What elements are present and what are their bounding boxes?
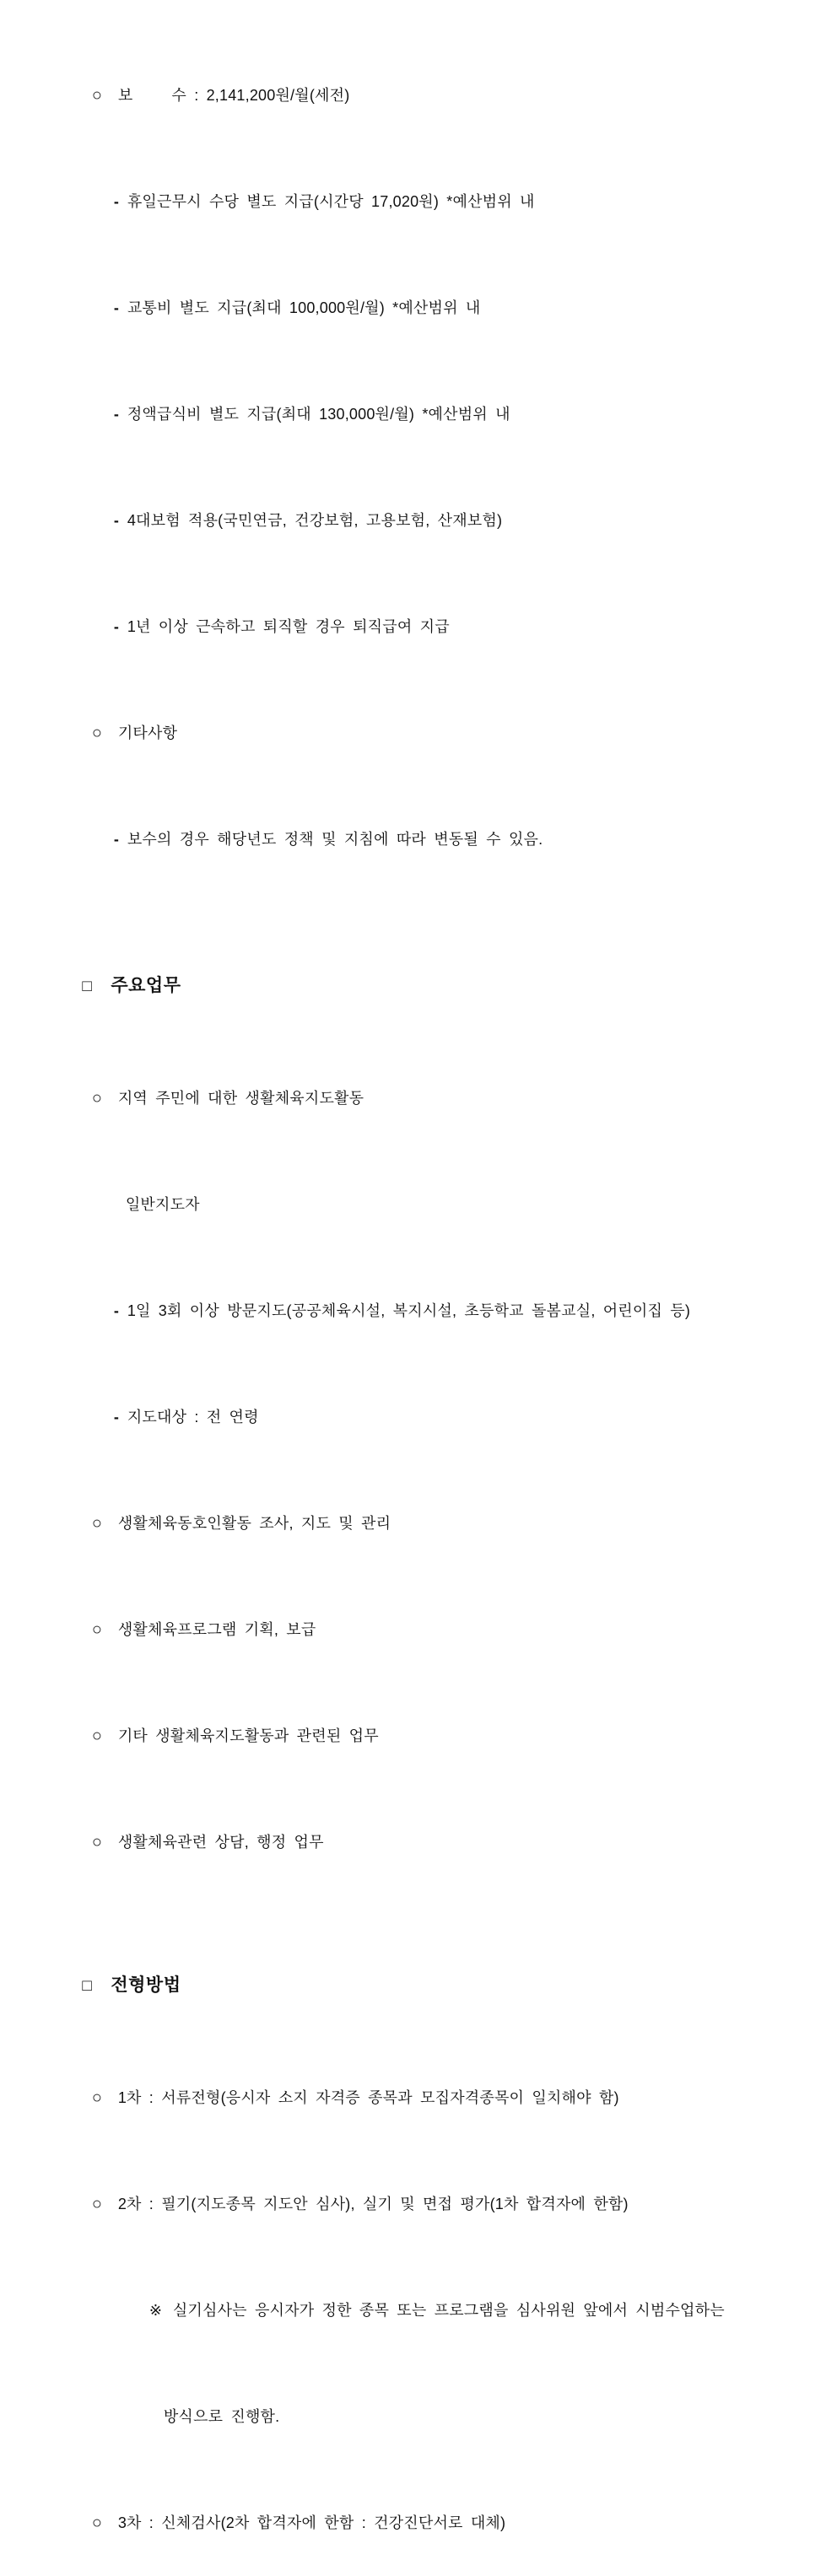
doc-line [61,574,812,680]
doc-line [61,1683,812,1789]
line-text: 지역 주민에 대한 생활체육지도활동 [117,1090,364,1107]
line-text: 보수의 경우 해당년도 정책 및 지침에 따라 변동될 수 있음. [127,831,543,848]
doc-line [61,1045,812,1151]
line-text: 교통비 별도 지급(최대 100,000원/월) *예산범위 내 [127,299,481,316]
line-text: 휴일근무시 수당 별도 지급(시간당 17,020원) *예산범위 내 [127,193,535,210]
line-text: 생활체육동호인활동 조사, 지도 및 관리 [117,1515,392,1532]
doc-line [61,2257,812,2363]
circle-bullet-icon: ○ [91,1727,103,1745]
line-text: 3차 : 신체검사(2차 합격자에 한함 : 건강진단서로 대체) [117,2514,506,2531]
circle-bullet-icon: ○ [91,2088,103,2107]
line-text: 지도대상 : 전 연령 [127,1409,259,1425]
doc-line [61,42,812,148]
dash-bullet-icon: - [113,1302,120,1319]
line-text: 2차 : 필기(지도종목 지도안 심사), 실기 및 면접 평가(1차 합격자에 한함) [117,2196,629,2212]
circle-bullet-icon: ○ [91,2514,103,2532]
doc-line [61,467,812,574]
doc-line [61,1576,812,1683]
line-text: 기타 생활체육지도활동과 관련된 업무 [117,1727,379,1744]
line-text: 1일 3회 이상 방문지도(공공체육시설, 복지시설, 초등학교 돌봄교실, 어린이집 등) [127,1302,691,1319]
dash-bullet-icon: - [113,1409,120,1425]
line-text: 1년 이상 근속하고 퇴직할 경우 퇴직급여 지급 [127,618,450,635]
doc-line [61,148,812,255]
doc-line [61,2363,812,2470]
section-heading-duties [61,928,812,1045]
doc-line [61,1789,812,1895]
doc-line [61,1258,812,1364]
reference-mark-icon: ※ [148,2302,163,2319]
doc-line [61,1470,812,1576]
square-bullet-icon: □ [82,1977,93,1995]
line-text: 생활체육프로그램 기획, 보급 [117,1621,316,1638]
line-text: 보 수 : 2,141,200원/월(세전) [117,87,350,104]
doc-line [61,2151,812,2257]
dash-bullet-icon: - [113,193,120,210]
square-bullet-icon: □ [82,978,93,995]
doc-line [61,255,812,361]
dash-bullet-icon: - [113,299,120,316]
circle-bullet-icon: ○ [91,1620,103,1639]
section-heading-text: 주요업무 [111,976,181,995]
line-text: 기타사항 [117,725,178,741]
dash-bullet-icon: - [113,406,120,423]
line-text: 실기심사는 응시자가 정한 종목 또는 프로그램을 심사위원 앞에서 시범수업하는 [172,2302,725,2319]
line-text: 방식으로 진행함. [163,2408,280,2425]
line-text: 일반지도자 [125,1196,200,1213]
section-heading-selection [61,1927,812,2045]
circle-bullet-icon: ○ [91,724,103,742]
doc-line [61,361,812,467]
doc-line [61,1364,812,1470]
line-text: 생활체육관련 상담, 행정 업무 [117,1834,324,1851]
circle-bullet-icon: ○ [91,1833,103,1851]
circle-bullet-icon: ○ [91,1514,103,1533]
line-text: 4대보험 적용(국민연금, 건강보험, 고용보험, 산재보험) [127,512,503,529]
doc-line [61,786,812,892]
dash-bullet-icon: - [113,618,120,635]
line-text: 1차 : 서류전형(응시자 소지 자격증 종목과 모집자격종목이 일치해야 함) [117,2089,619,2106]
doc-line [61,2045,812,2151]
doc-line [61,680,812,786]
dash-bullet-icon: - [113,831,120,848]
doc-line [61,2470,812,2576]
dash-bullet-icon: - [113,512,120,529]
section-heading-text: 전형방법 [111,1975,181,1995]
circle-bullet-icon: ○ [91,86,103,105]
line-text: 정액급식비 별도 지급(최대 130,000원/월) *예산범위 내 [127,406,510,423]
doc-line [61,1151,812,1258]
circle-bullet-icon: ○ [91,2195,103,2213]
circle-bullet-icon: ○ [91,1089,103,1107]
